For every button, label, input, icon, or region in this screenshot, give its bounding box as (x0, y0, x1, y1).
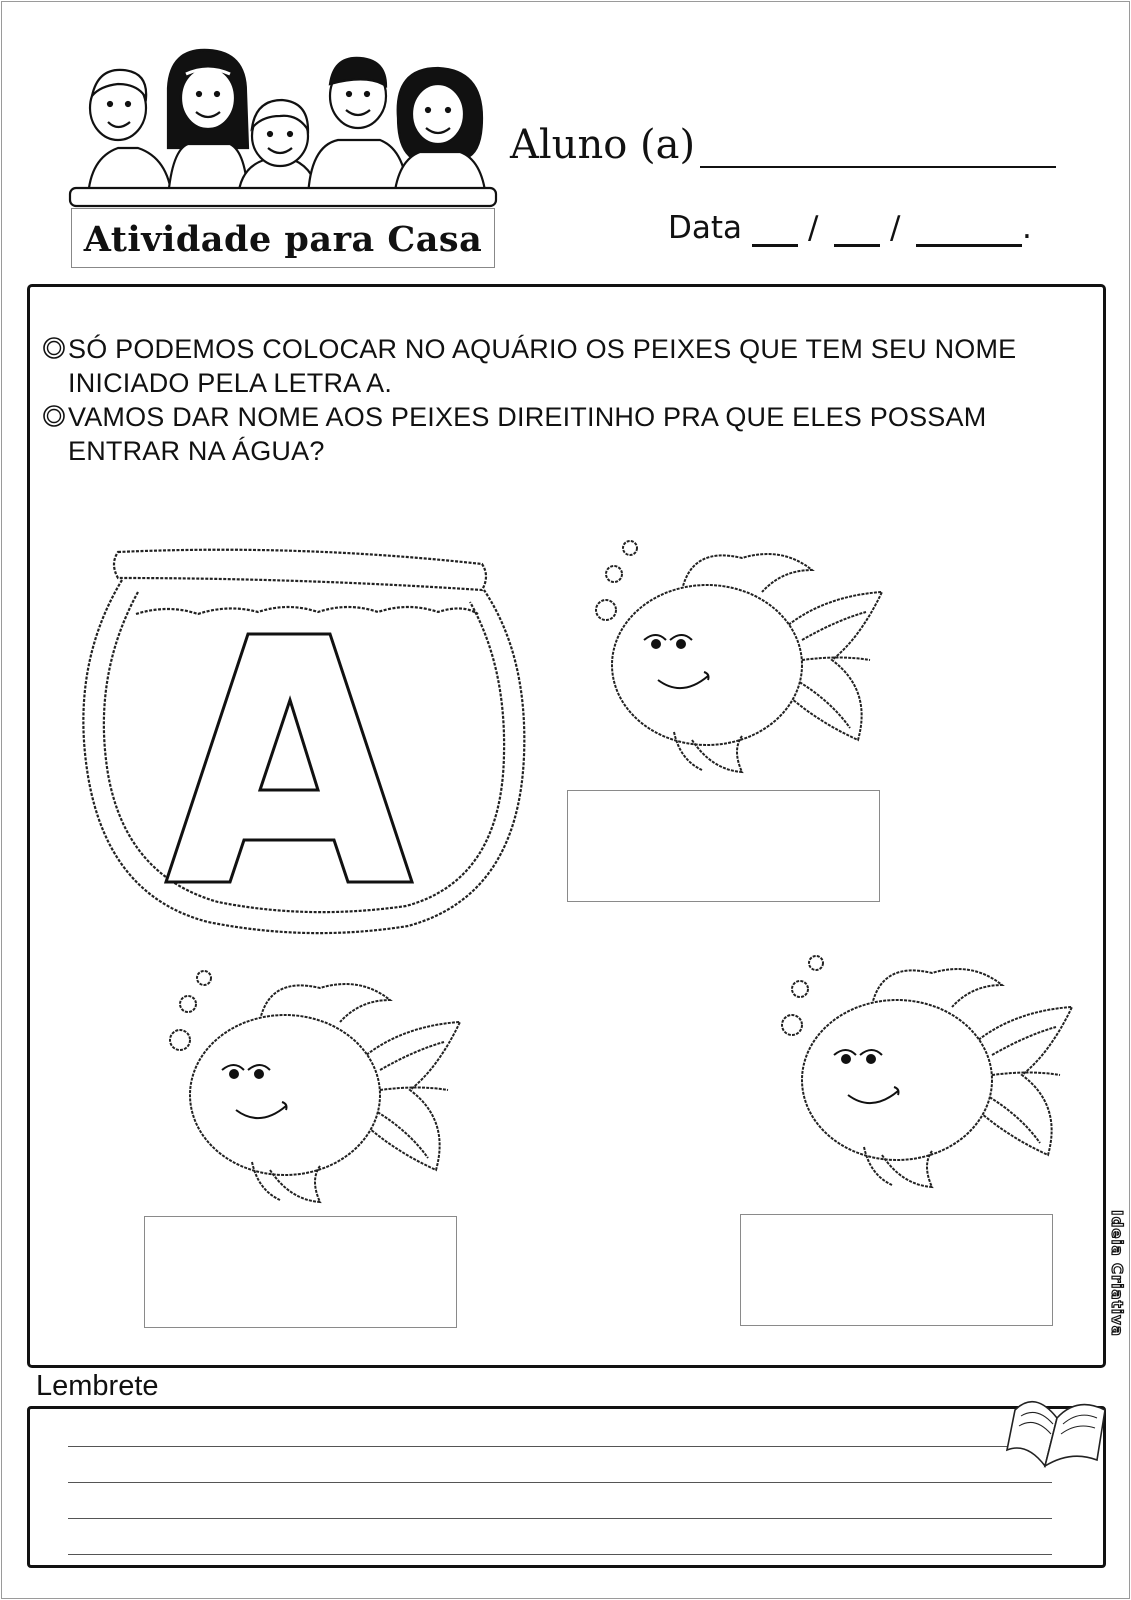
reminder-writing-line[interactable] (68, 1518, 1052, 1519)
date-separator: / (890, 210, 901, 246)
date-year-field[interactable] (916, 244, 1022, 247)
children-illustration (68, 48, 498, 208)
instruction-text: VAMOS DAR NOME AOS PEIXES DIREITINHO PRA QUE ELES POSSAM ENTRAR NA ÁGUA? (68, 402, 987, 466)
fishbowl-with-letter (78, 546, 530, 938)
fish-name-answer-box[interactable] (567, 790, 880, 902)
bullet-icon (42, 336, 66, 360)
date-month-field[interactable] (834, 244, 880, 247)
reminder-label: Lembrete (36, 1370, 159, 1402)
reminder-writing-line[interactable] (68, 1554, 1052, 1555)
open-book-icon (1005, 1380, 1109, 1474)
fish-name-answer-box[interactable] (740, 1214, 1053, 1326)
fish-illustration (582, 540, 892, 780)
activity-banner (71, 208, 495, 268)
date-separator: / (808, 210, 819, 246)
fish-name-answer-box[interactable] (144, 1216, 457, 1328)
date-day-field[interactable] (752, 244, 798, 247)
date-label: Data (668, 210, 743, 246)
reminder-box (27, 1406, 1106, 1568)
date-end-period: . (1022, 210, 1032, 246)
reminder-writing-line[interactable] (68, 1446, 1052, 1447)
instruction-text: SÓ PODEMOS COLOCAR NO AQUÁRIO OS PEIXES QUE TEM SEU NOME INICIADO PELA LETRA A. (68, 334, 1017, 398)
reminder-writing-line[interactable] (68, 1482, 1052, 1483)
aquarium-letter: A (78, 546, 79, 547)
fish-illustration (160, 970, 470, 1210)
student-name-label: Aluno (a) (510, 122, 696, 168)
banner-title: Atividade para Casa (83, 219, 483, 260)
publisher-watermark: Ideia Criativa (1108, 1210, 1126, 1337)
fish-illustration (772, 955, 1082, 1195)
student-name-field[interactable] (700, 166, 1056, 168)
bullet-icon (42, 404, 66, 428)
